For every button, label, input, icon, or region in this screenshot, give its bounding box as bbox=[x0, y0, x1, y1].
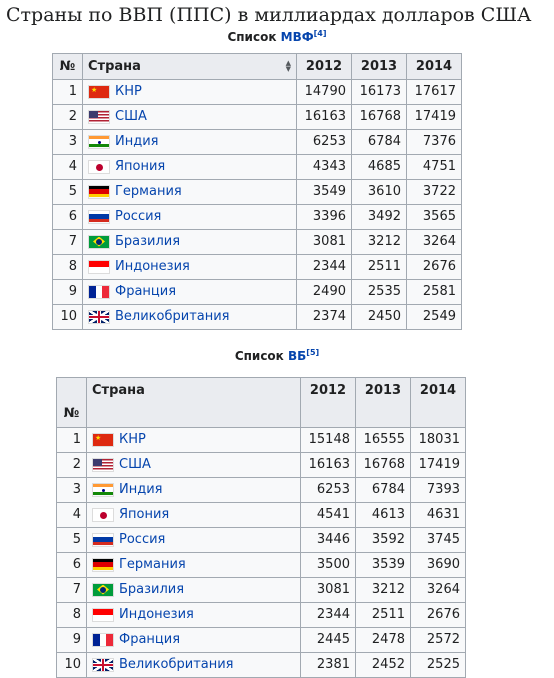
country-cell bbox=[87, 453, 301, 478]
header-year-2012[interactable] bbox=[301, 378, 356, 428]
table-row bbox=[53, 280, 462, 305]
rank-cell: 6 bbox=[57, 553, 87, 578]
table-row bbox=[53, 230, 462, 255]
rank-cell: 4 bbox=[53, 155, 83, 180]
table-row bbox=[53, 80, 462, 105]
header-country-label: Страна bbox=[88, 58, 141, 74]
gdp-value-cell: 7376 bbox=[407, 130, 462, 155]
country-cell bbox=[87, 428, 301, 453]
country-cell bbox=[87, 528, 301, 553]
gdp-value-cell: 4613 bbox=[356, 503, 411, 528]
japan-flag-icon[interactable] bbox=[92, 508, 114, 522]
gdp-value-cell: 6784 bbox=[356, 478, 411, 503]
caption-prefix: Список bbox=[227, 30, 281, 44]
table-row bbox=[53, 105, 462, 130]
rank-cell: 4 bbox=[57, 503, 87, 528]
table-row bbox=[53, 255, 462, 280]
country-link[interactable]: КНР bbox=[119, 432, 146, 447]
table-body bbox=[57, 428, 466, 678]
header-country-label: Страна bbox=[92, 383, 145, 398]
table-row bbox=[57, 478, 466, 503]
header-year-label: 2012 bbox=[309, 383, 347, 398]
table-row bbox=[57, 553, 466, 578]
header-number[interactable] bbox=[53, 54, 83, 80]
table-row bbox=[57, 653, 466, 678]
country-link[interactable]: Индонезия bbox=[119, 607, 194, 622]
gdp-value-cell: 3396 bbox=[297, 205, 352, 230]
india-flag-icon[interactable] bbox=[88, 135, 110, 149]
header-country[interactable] bbox=[83, 54, 297, 80]
france-flag-icon[interactable] bbox=[92, 633, 114, 647]
gdp-value-cell: 4685 bbox=[352, 155, 407, 180]
rank-cell: 7 bbox=[57, 578, 87, 603]
gdp-value-cell: 3212 bbox=[352, 230, 407, 255]
rank-cell: 3 bbox=[57, 478, 87, 503]
table-header-row bbox=[57, 378, 466, 428]
page-title: Страны по ВВП (ППС) в миллиардах долларов США bbox=[6, 4, 532, 26]
gdp-value-cell: 3565 bbox=[407, 205, 462, 230]
country-cell bbox=[83, 180, 297, 205]
header-year-2013[interactable] bbox=[356, 378, 411, 428]
country-cell bbox=[83, 80, 297, 105]
gdp-value-cell: 3081 bbox=[301, 578, 356, 603]
country-cell bbox=[87, 628, 301, 653]
header-year-2012[interactable] bbox=[297, 54, 352, 80]
country-cell bbox=[87, 653, 301, 678]
france-flag-icon[interactable] bbox=[88, 285, 110, 299]
reference-link[interactable]: [5] bbox=[306, 348, 320, 357]
gdp-value-cell: 15148 bbox=[301, 428, 356, 453]
country-link[interactable]: Бразилия bbox=[115, 234, 181, 249]
gdp-value-cell: 16555 bbox=[356, 428, 411, 453]
gdp-value-cell: 17419 bbox=[411, 453, 466, 478]
rank-cell: 1 bbox=[57, 428, 87, 453]
table-row bbox=[57, 503, 466, 528]
gdp-value-cell: 4541 bbox=[301, 503, 356, 528]
gdp-value-cell: 2490 bbox=[297, 280, 352, 305]
rank-cell: 2 bbox=[53, 105, 83, 130]
table-row bbox=[57, 603, 466, 628]
gdp-value-cell: 16163 bbox=[301, 453, 356, 478]
gdp-value-cell: 2676 bbox=[407, 255, 462, 280]
sort-icon[interactable]: ▲ ▼ bbox=[285, 59, 291, 73]
header-year-label: 2012 bbox=[305, 58, 343, 74]
gdp-value-cell: 3492 bbox=[352, 205, 407, 230]
rank-cell: 2 bbox=[57, 453, 87, 478]
brazil-flag-icon[interactable] bbox=[92, 583, 114, 597]
gdp-value-cell: 2572 bbox=[411, 628, 466, 653]
country-link[interactable]: Индия bbox=[119, 482, 163, 497]
table-row bbox=[57, 528, 466, 553]
usa-flag-icon[interactable] bbox=[92, 458, 114, 472]
gdp-value-cell: 3549 bbox=[297, 180, 352, 205]
gdp-value-cell: 3690 bbox=[411, 553, 466, 578]
header-year-2014[interactable] bbox=[407, 54, 462, 80]
country-link[interactable]: США bbox=[119, 457, 151, 472]
country-cell bbox=[87, 603, 301, 628]
china-flag-icon[interactable]: ★ bbox=[88, 85, 110, 99]
gdp-value-cell: 2549 bbox=[407, 305, 462, 330]
country-cell bbox=[87, 578, 301, 603]
header-number[interactable] bbox=[57, 378, 87, 428]
table-row bbox=[53, 305, 462, 330]
gdp-value-cell: 4343 bbox=[297, 155, 352, 180]
country-link[interactable]: Великобритания bbox=[115, 309, 230, 324]
gdp-value-cell: 2525 bbox=[411, 653, 466, 678]
country-link[interactable]: Индия bbox=[115, 134, 159, 149]
table-caption-wb bbox=[0, 348, 554, 364]
rank-cell: 7 bbox=[53, 230, 83, 255]
header-year-label: 2013 bbox=[364, 383, 402, 398]
gdp-value-cell: 2344 bbox=[301, 603, 356, 628]
table-row bbox=[53, 130, 462, 155]
country-link[interactable]: Великобритания bbox=[119, 657, 234, 672]
country-link[interactable]: Германия bbox=[115, 184, 182, 199]
country-cell bbox=[87, 478, 301, 503]
rank-cell: 8 bbox=[53, 255, 83, 280]
gdp-value-cell: 16173 bbox=[352, 80, 407, 105]
gdp-value-cell: 2381 bbox=[301, 653, 356, 678]
gdp-value-cell: 16163 bbox=[297, 105, 352, 130]
gdp-value-cell: 4631 bbox=[411, 503, 466, 528]
header-year-label: 2014 bbox=[415, 58, 453, 74]
uk-flag-icon[interactable] bbox=[88, 310, 110, 324]
header-year-label: 2014 bbox=[419, 383, 457, 398]
wb-link[interactable]: ВБ bbox=[288, 349, 307, 363]
gdp-value-cell: 2511 bbox=[352, 255, 407, 280]
country-link[interactable]: Франция bbox=[119, 632, 181, 647]
country-link[interactable]: Япония bbox=[115, 159, 166, 174]
gdp-value-cell: 3610 bbox=[352, 180, 407, 205]
gdp-value-cell: 2511 bbox=[356, 603, 411, 628]
country-cell bbox=[83, 230, 297, 255]
gdp-value-cell: 3212 bbox=[356, 578, 411, 603]
japan-flag-icon[interactable] bbox=[88, 160, 110, 174]
rank-cell: 1 bbox=[53, 80, 83, 105]
gdp-value-cell: 6253 bbox=[297, 130, 352, 155]
country-cell bbox=[83, 155, 297, 180]
reference-link[interactable]: [4] bbox=[313, 29, 327, 38]
country-link[interactable]: Россия bbox=[115, 209, 162, 224]
brazil-flag-icon[interactable] bbox=[88, 235, 110, 249]
russia-flag-icon[interactable] bbox=[92, 533, 114, 547]
gdp-value-cell: 2450 bbox=[352, 305, 407, 330]
table-row bbox=[57, 428, 466, 453]
gdp-value-cell: 14790 bbox=[297, 80, 352, 105]
rank-cell: 10 bbox=[53, 305, 83, 330]
gdp-value-cell: 3722 bbox=[407, 180, 462, 205]
germany-flag-icon[interactable] bbox=[92, 558, 114, 572]
rank-cell: 6 bbox=[53, 205, 83, 230]
china-flag-icon[interactable]: ★ bbox=[92, 433, 114, 447]
imf-link[interactable]: МВФ bbox=[280, 30, 314, 44]
country-cell bbox=[83, 255, 297, 280]
gdp-value-cell: 16768 bbox=[352, 105, 407, 130]
rank-cell: 3 bbox=[53, 130, 83, 155]
gdp-table-wb bbox=[56, 377, 466, 678]
table-header-row bbox=[53, 54, 462, 80]
indonesia-flag-icon[interactable] bbox=[88, 260, 110, 274]
gdp-value-cell: 3539 bbox=[356, 553, 411, 578]
india-flag-icon[interactable] bbox=[92, 483, 114, 497]
header-country[interactable] bbox=[87, 378, 301, 428]
germany-flag-icon[interactable] bbox=[88, 185, 110, 199]
gdp-value-cell: 17419 bbox=[407, 105, 462, 130]
gdp-value-cell: 3264 bbox=[411, 578, 466, 603]
gdp-value-cell: 2445 bbox=[301, 628, 356, 653]
gdp-value-cell: 3592 bbox=[356, 528, 411, 553]
country-cell bbox=[87, 553, 301, 578]
gdp-value-cell: 2535 bbox=[352, 280, 407, 305]
caption-prefix: Список bbox=[234, 349, 288, 363]
table-row bbox=[53, 205, 462, 230]
table-row bbox=[57, 453, 466, 478]
rank-cell: 9 bbox=[53, 280, 83, 305]
country-cell bbox=[83, 130, 297, 155]
russia-flag-icon[interactable] bbox=[88, 210, 110, 224]
header-number-label: № bbox=[59, 58, 76, 74]
rank-cell: 9 bbox=[57, 628, 87, 653]
header-number-label: № bbox=[63, 406, 80, 421]
gdp-value-cell: 2581 bbox=[407, 280, 462, 305]
table-row bbox=[53, 180, 462, 205]
country-cell bbox=[83, 105, 297, 130]
gdp-value-cell: 3081 bbox=[297, 230, 352, 255]
rank-cell: 8 bbox=[57, 603, 87, 628]
uk-flag-icon[interactable] bbox=[92, 658, 114, 672]
country-link[interactable]: Индонезия bbox=[115, 259, 190, 274]
country-link[interactable]: КНР bbox=[115, 84, 142, 99]
country-link[interactable]: США bbox=[115, 109, 147, 124]
rank-cell: 10 bbox=[57, 653, 87, 678]
table-row bbox=[57, 578, 466, 603]
gdp-value-cell: 2676 bbox=[411, 603, 466, 628]
country-cell bbox=[83, 280, 297, 305]
header-year-2013[interactable] bbox=[352, 54, 407, 80]
gdp-value-cell: 2478 bbox=[356, 628, 411, 653]
gdp-value-cell: 3745 bbox=[411, 528, 466, 553]
table-body bbox=[53, 80, 462, 330]
usa-flag-icon[interactable] bbox=[88, 110, 110, 124]
gdp-value-cell: 17617 bbox=[407, 80, 462, 105]
table-row bbox=[53, 155, 462, 180]
header-year-label: 2013 bbox=[360, 58, 398, 74]
gdp-value-cell: 16768 bbox=[356, 453, 411, 478]
gdp-value-cell: 2374 bbox=[297, 305, 352, 330]
gdp-value-cell: 6784 bbox=[352, 130, 407, 155]
indonesia-flag-icon[interactable] bbox=[92, 608, 114, 622]
header-year-2014[interactable] bbox=[411, 378, 466, 428]
country-link[interactable]: Франция bbox=[115, 284, 177, 299]
gdp-value-cell: 4751 bbox=[407, 155, 462, 180]
country-link[interactable]: Германия bbox=[119, 557, 186, 572]
gdp-table-imf bbox=[52, 53, 462, 330]
table-row bbox=[57, 628, 466, 653]
country-link[interactable]: Япония bbox=[119, 507, 170, 522]
country-cell bbox=[83, 205, 297, 230]
rank-cell: 5 bbox=[53, 180, 83, 205]
gdp-value-cell: 3264 bbox=[407, 230, 462, 255]
gdp-value-cell: 18031 bbox=[411, 428, 466, 453]
country-cell bbox=[87, 503, 301, 528]
gdp-value-cell: 7393 bbox=[411, 478, 466, 503]
country-link[interactable]: Россия bbox=[119, 532, 166, 547]
country-link[interactable]: Бразилия bbox=[119, 582, 185, 597]
rank-cell: 5 bbox=[57, 528, 87, 553]
gdp-value-cell: 6253 bbox=[301, 478, 356, 503]
table-caption-imf bbox=[0, 29, 554, 45]
gdp-value-cell: 3500 bbox=[301, 553, 356, 578]
gdp-value-cell: 2452 bbox=[356, 653, 411, 678]
gdp-value-cell: 2344 bbox=[297, 255, 352, 280]
country-cell bbox=[83, 305, 297, 330]
gdp-value-cell: 3446 bbox=[301, 528, 356, 553]
